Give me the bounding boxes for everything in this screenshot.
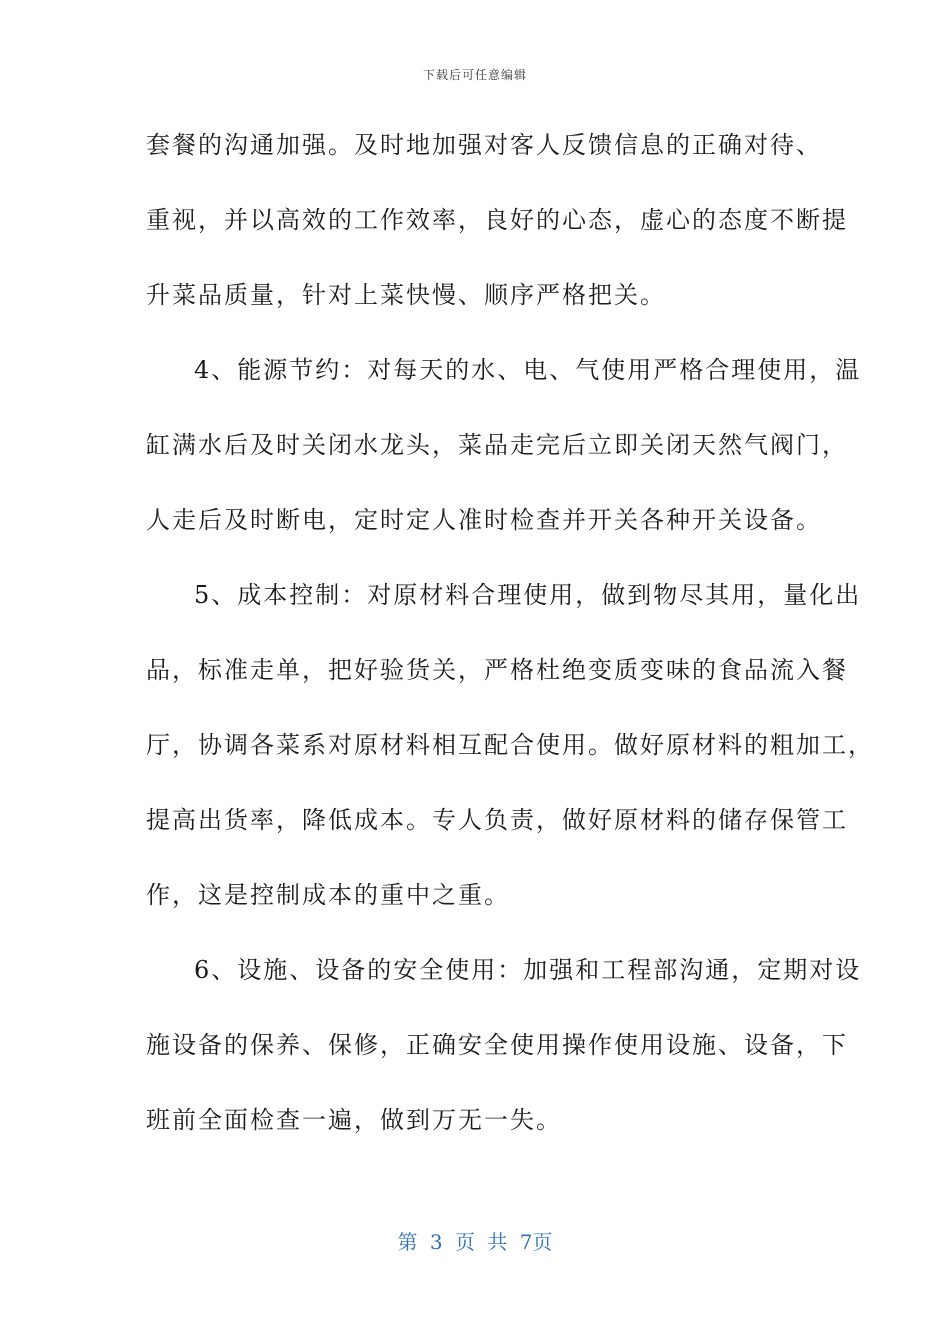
document-body: [146, 108, 874, 1158]
page-number-footer: 第 3 页 共 7页: [397, 1230, 553, 1254]
paragraph-line: 人走后及时断电，定时定人准时检查并开关各种开关设备。: [146, 506, 822, 534]
paragraph-line: 品，标准走单，把好验货关，严格杜绝变质变味的食品流入餐: [146, 656, 848, 684]
paragraph-line: 厅，协调各菜系对原材料相互配合使用。做好原材料的粗加工，: [146, 731, 874, 759]
paragraph-line: 升菜品质量，针对上菜快慢、顺序严格把关。: [146, 281, 666, 309]
page-header: 下载后可任意编辑: [422, 68, 527, 82]
paragraph-line: 6、设施、设备的安全使用：加强和工程部沟通，定期对设: [194, 956, 862, 984]
paragraph-line: 缸满水后及时关闭水龙头，菜品走完后立即关闭天然气阀门，: [146, 431, 848, 459]
paragraph-line: 套餐的沟通加强。及时地加强对客人反馈信息的正确对待、: [146, 131, 822, 159]
paragraph-line: 重视，并以高效的工作效率，良好的心态，虚心的态度不断提: [146, 206, 848, 234]
paragraph-line: 提高出货率，降低成本。专人负责，做好原材料的储存保管工: [146, 806, 848, 834]
paragraph-line: 作，这是控制成本的重中之重。: [146, 881, 510, 909]
paragraph-line: 4、能源节约：对每天的水、电、气使用严格合理使用，温: [194, 356, 862, 384]
paragraph-line: 施设备的保养、保修，正确安全使用操作使用设施、设备，下: [146, 1031, 848, 1059]
paragraph-line: 5、成本控制：对原材料合理使用，做到物尽其用，量化出: [194, 581, 862, 609]
paragraph-line: 班前全面检查一遍，做到万无一失。: [146, 1106, 562, 1134]
